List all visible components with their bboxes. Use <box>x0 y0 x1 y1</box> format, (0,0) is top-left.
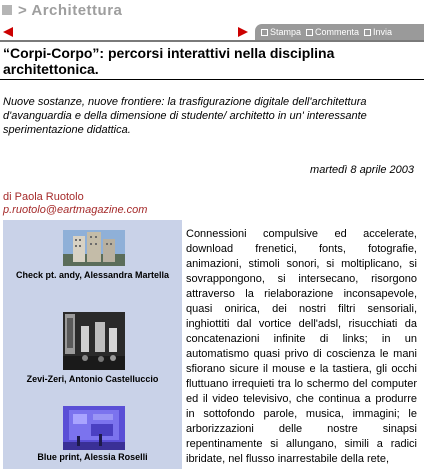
checkbox-square-icon <box>306 29 313 36</box>
gallery-caption: Blue print, Alessia Roselli <box>37 452 148 462</box>
author-email-link[interactable]: p.ruotolo@eartmagazine.com <box>3 204 148 216</box>
gallery-item[interactable] <box>3 312 182 384</box>
image-gallery <box>3 220 182 469</box>
article-date: martedì 8 aprile 2003 <box>310 164 414 176</box>
send-button[interactable] <box>364 27 392 37</box>
print-button[interactable] <box>261 27 301 37</box>
title-divider <box>0 79 424 80</box>
checkbox-square-icon <box>261 29 268 36</box>
article-subtitle: Nuove sostanze, nuove frontiere: la trasfigurazione digitale dell'architettura d'avanguardia e della dimensione di studente/ architetto in un' interessante sperimentazione didattica. <box>3 96 367 136</box>
gallery-item[interactable] <box>3 230 182 292</box>
checkbox-square-icon <box>364 29 371 36</box>
article-toolbar <box>255 24 424 40</box>
comment-button[interactable] <box>306 27 359 37</box>
print-label: Stampa <box>270 27 302 37</box>
previous-arrow-icon[interactable] <box>3 27 13 37</box>
section-title: > Architettura <box>18 2 123 19</box>
article-body: Connessioni compulsive ed accelerate, download frenetici, fonts, fotografie, animazioni, stimoli sonori, si moltiplicano, si sovrappongono, si intersecano, risorgono attraverso la rielaborazione inconsapevole, quasi onirica, dei nostri filtri sensoriali, inghiottiti dal vortice dell'adsl, risucchiati da concatenazioni infinite di links; in un automatismo quasi privo di coscienza le mani sfiorano sicure il mouse e la tastiera, gli occhi fluttuano irrequieti tra lo schermo del computer ed il video televisivo, che continua a produrre in sottofondo parole, musica, immagini; le arborizzazioni delle nostre sinapsi repentinamente si allungano, simili a radici ibridate, nel flusso inarrestabile della rete, <box>186 228 417 465</box>
gallery-caption: Zevi-Zeri, Antonio Castelluccio <box>26 374 159 384</box>
section-header <box>0 0 424 22</box>
gallery-caption: Check pt. andy, Alessandra Martella <box>15 270 170 280</box>
next-arrow-icon[interactable] <box>238 27 248 37</box>
header-divider <box>0 40 424 42</box>
building-thumbnail[interactable] <box>63 230 125 266</box>
gallery-item[interactable] <box>3 406 182 466</box>
article-title: “Corpi-Corpo”: percorsi interattivi nella disciplina architettonica. <box>3 45 335 77</box>
comment-label: Commenta <box>315 27 360 37</box>
section-square-icon <box>2 5 12 15</box>
send-label: Invia <box>373 27 393 37</box>
interior-thumbnail[interactable] <box>63 312 125 370</box>
blueprint-thumbnail[interactable] <box>63 406 125 450</box>
article-author: di Paola Ruotolo <box>3 191 84 203</box>
